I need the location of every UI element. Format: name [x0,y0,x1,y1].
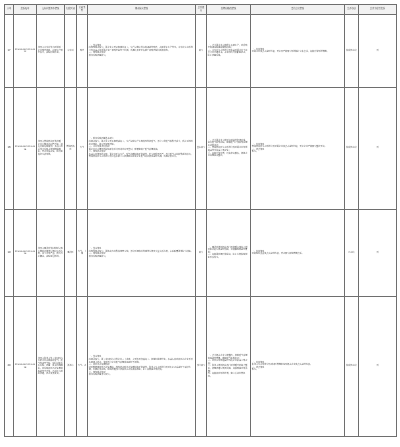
cell-region: 惠济区 [65,210,77,297]
cell-repeat: 否 [359,15,397,88]
cell-region: 中牟县 [65,15,77,88]
cell-finding-text: 一、基本情况 经现场调查核实，该企业主要从事建材加工，生产过程中存在设备运行噪声，夜间存在生产行为。中牟县生态环境分局执法人员对该企业厂界噪声进行了监测，监测结果显示夜间厂界噪声超出标准限值。 二、现场调查情况 群众反映问题属实。 [88,44,193,58]
cell-issue [37,210,65,297]
cell-issue-text: 郑州市管城回族区某街道一企业长期排放刺鼻气味，周边居民反映强烈，多次向有关部门反映未得到彻底解决，要求尽快查处，还居民良好生活环境。 [37,140,63,156]
cell-handling [207,88,251,210]
header-account: 责任追究情况 [251,5,345,15]
header-ptype: 污染类型 [77,5,88,15]
cell-finding [88,15,196,88]
header-finding: 调查核实情况 [88,5,196,15]
cell-account [251,210,345,297]
table-row [5,88,397,210]
cell-region: 管城回族区 [65,88,77,210]
header-repeat: 是否为重复投诉 [359,5,397,15]
header-done: 是否办结 [345,5,359,15]
header-code: 投诉编号 [14,5,37,15]
cell-finding-text: 一、群众反映问题基本属实 经调查核实，该企业主要从事喷涂加工，生产过程中产生挥发性有机废气，部分工序废气收集不完全，存在无组织排放现象，周边可闻到异味。 二、企业环保手续情况 该企业已办理环境影响评价手续及排污许可登记，配套建设了废气治理设施。 三、现场检查情况 执法人员现场检查时，该企业正在生产，废气治理设施正常运行，但车间密闭不严，部分废气未经收集直接排放。管城回族区生态环境分局已委托第三方检测机构对该企业废气排放情况进行监测，监测结果待出。 [88,138,193,159]
cell-issue [37,88,65,210]
cell-account [251,88,345,210]
cell-done: 阶段性办结 [345,88,359,210]
cell-handling-text: 一、责令该企业立即停止夜间生产，对高噪声设备采取减振降噪措施； 二、中牟县生态环境分局依法对该企业下达责令改正通知书，并将持续开展跟踪检查，防止问题反弹。 [207,44,248,58]
cell-handling-text: 一、责令该企业立即对车间进行密闭改造，完善废气收集系统，确保废气全部收集处理后达标排放； 二、管城回族区生态环境分局对该企业环境违法行为依法立案查处； 三、加强日常监管，增加检查频次，督促企业按期完成整改。 [207,139,248,158]
cell-finding [88,297,196,437]
cell-issue [37,297,65,437]
cell-handling [207,15,251,88]
cell-finding [88,88,196,210]
cell-account [251,297,345,437]
cell-issue-text: 郑州市惠济区某村附近空地长期堆放建筑垃圾和生活垃圾，扬尘污染严重，雨天污水横流，影响周边环境。 [37,248,63,258]
header-real: 是否属实 [196,5,207,15]
header-no: 序号 [5,5,14,15]
table-row [5,15,397,88]
cell-handling [207,210,251,297]
cell-handling-text: 一、责令相关企业立即整改，规范废气治理设施运行管理，确保废气达标排放； 二、对存在环境违法行为的企业依法立案查处； 三、新郑市组织相关部门对河道开展综合整治，清理河道垃圾及淤泥，加强面源污染治理； 四、加强园区环境监管，建立长效监管机制。 [207,355,248,378]
cell-repeat: 否 [359,297,397,437]
cell-done: 阶段性办结 [345,297,359,437]
cell-account-text: 一、约谈情况 对该企业负责人进行约谈，要求其严格落实环境保护主体责任，加强日常环境管理。 [251,48,329,54]
cell-issue-text: 郑州市新郑市某工业园区内多家企业夜间偷排废气，废气有刺鼻气味，周边村民多次反映，问题一直未得到解决。另反映园区污水处理设施运行不正常，污水排入附近河道，河水发黑发臭。 [37,357,63,376]
cell-real: 基本属实 [196,88,207,210]
cell-issue-text: 郑州市中牟县某小区附近一企业噪声扰民，夜间生产噪声较大，影响居民休息。 [37,47,63,55]
cell-no: 17 [5,15,14,88]
cell-repeat: 否 [359,210,397,297]
complaint-table [4,4,397,437]
cell-no: 20 [5,297,14,437]
cell-region: 新郑市 [65,297,77,437]
cell-finding-text: 一、基本情况 经调查核实，该工业园区内共有企业二十余家，主要涉及食品加工、机械制造等行业。执法人员对园区内企业开展夜间突击检查，发现部分企业废气治理设施运行不规范。 二、园区污水处理情况 园区配套建设有污水处理站，现场检查时污水处理设施正常运行，新郑市生态环境分局对出水水质进行了采样监测，监测结果达标。附近河道部分河段存在水体浑浊现象，系上游面源污染所致。 三、现场调查情况 群众反映问题部分属实。 [88,356,193,377]
cell-handling [207,297,251,437]
cell-no: 18 [5,88,14,210]
table-row [5,297,397,437]
cell-real: 属实 [196,210,207,297]
cell-real: 属实 [196,15,207,88]
cell-ptype: 噪声 [77,15,88,88]
cell-code: X1SC4-2021113-2014 [14,88,37,210]
cell-issue [37,15,65,88]
cell-done: 已办结 [345,210,359,297]
cell-done: 阶段性办结 [345,15,359,88]
cell-account-text: 一、约谈情况 管城回族区生态环境分局对该企业负责人进行约谈，要求企业严格落实整改要求。 二、问责情况 暂无。 [251,143,327,154]
document-page [4,4,396,439]
cell-code: X1SC4-2021113-2018 [14,297,37,437]
header-region: 行政区域 [65,5,77,15]
cell-ptype: 大气、土壤 [77,210,88,297]
cell-no: 19 [5,210,14,297]
cell-real: 部分属实 [196,297,207,437]
cell-ptype: 大气 [77,88,88,210]
cell-finding [88,210,196,297]
cell-code: X1SC4-2021113-2012 [14,15,37,88]
table-row [5,210,397,297]
header-handling: 处理和整改情况 [207,5,251,15]
table-header-row [5,5,397,15]
cell-finding-text: 一、基本情况 经现场调查核实，该地块为村集体闲置空地，部分区域堆放有建筑垃圾及少量生活垃圾，未采取覆盖等防尘措施。 二、现场调查情况 群众反映问题属实。 [88,248,193,258]
cell-account [251,15,345,88]
cell-account-text: 一、约谈情况 新郑市生态环境分局对园区管理机构及相关企业负责人进行约谈。 二、问责情况 暂无。 [251,361,313,372]
cell-repeat: 否 [359,88,397,210]
header-issue: 交办问题基本情况 [37,5,65,15]
cell-ptype: 大气、水 [77,297,88,437]
cell-handling-text: 一、惠济区组织相关部门及街道办事处立即对堆放的垃圾进行清运，对裸露地面进行覆盖； 二、加强该区域日常巡查，防止垃圾乱倒现象再次发生。 [207,246,248,260]
cell-code: X1SC4-2021113-2016 [14,210,37,297]
cell-account-text: 一、约谈情况 对属地村委会负责人进行约谈，要求落实属地管理责任。 [251,250,304,256]
